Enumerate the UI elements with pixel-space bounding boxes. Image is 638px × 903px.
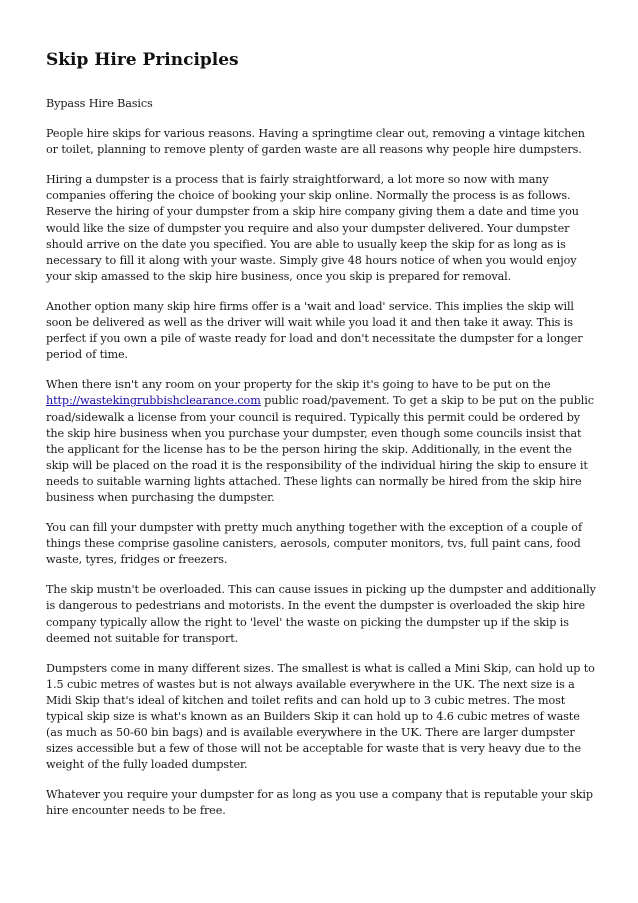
- paragraph-text: When there isn't any room on your property for the skip it's going to have to be put on the: [46, 378, 551, 392]
- subtitle: Bypass Hire Basics: [46, 97, 153, 110]
- document-page: [46, 48, 596, 834]
- paragraph-conclusion: Whatever you require your dumpster for as long as you use a company that is reputable your skip hire encounter needs to be free.: [46, 788, 593, 818]
- page-title: Skip Hire Principles: [46, 50, 239, 70]
- website-link[interactable]: http://wastekingrubbishclearance.com: [46, 394, 261, 408]
- paragraph-intro: People hire skips for various reasons. Having a springtime clear out, removing a vintage kitchen or toilet, planning to remove plenty of garden waste are all reasons why people hire dumpsters.: [46, 127, 585, 157]
- paragraph-overloading: The skip mustn't be overloaded. This can cause issues in picking up the dumpster and additionally is dangerous to pedestrians and motorists. In the event the dumpster is overloaded the skip hire company typically allow the right to 'level' the waste on picking the dumpster up if the skip is deemed not suitable for transport.: [46, 583, 596, 645]
- paragraph-contents: You can fill your dumpster with pretty much anything together with the exception of a couple of things these comprise gasoline canisters, aerosols, computer monitors, tvs, full paint cans, food waste, tyres, fridges or freezers.: [46, 521, 582, 567]
- paragraph-sizes: Dumpsters come in many different sizes. The smallest is what is called a Mini Skip, can hold up to 1.5 cubic metres of wastes but is not always available everywhere in the UK. The next size is a Midi Skip that's ideal of kitchen and toilet refits and can hold up to 3 cubic metres. The most typical skip size is what's known as an Builders Skip it can hold up to 4.6 cubic metres of waste (as much as 50-60 bin bags) and is available everywhere in the UK. There are larger dumpster sizes accessible but a few of those will not be acceptable for waste that is very heavy due to the weight of the fully loaded dumpster.: [46, 661, 595, 772]
- paragraph-wait-and-load: Another option many skip hire firms offer is a 'wait and load' service. This implies the skip will soon be delivered as well as the driver will wait while you load it and then take it away. This is perfect if you own a pile of waste ready for load and don't necessitate the dumpster for a longer period of time.: [46, 299, 583, 362]
- paragraph-text: public road/pavement. To get a skip to be put on the public road/sidewalk a license from your council is required. Typically this permit could be ordered by the skip hire business when you purchase your dumpster, even though some councils insist that the applicant for the license has to be the person hiring the skip. Additionally, in the event the skip will be placed on the road it is the responsibility of the individual hiring the skip to ensure it needs to suitable warning lights attached. These lights can normally be hired from the skip hire business when purchasing the dumpster.: [46, 394, 594, 504]
- paragraph-road-license: [46, 377, 596, 506]
- paragraph-process: Hiring a dumpster is a process that is fairly straightforward, a lot more so now with many companies offering the choice of booking your skip online. Normally the process is as follows. Reserve the hiring of your dumpster from a skip hire company giving them a date and time you would like the size of dumpster you require and also your dumpster delivered. Your dumpster should arrive on the date you specified. You are able to usually keep the skip for as long as is necessary to fill it along with your waste. Simply give 48 hours notice of when you would enjoy your skip amassed to the skip hire business, once you skip is prepared for removal.: [46, 173, 579, 283]
